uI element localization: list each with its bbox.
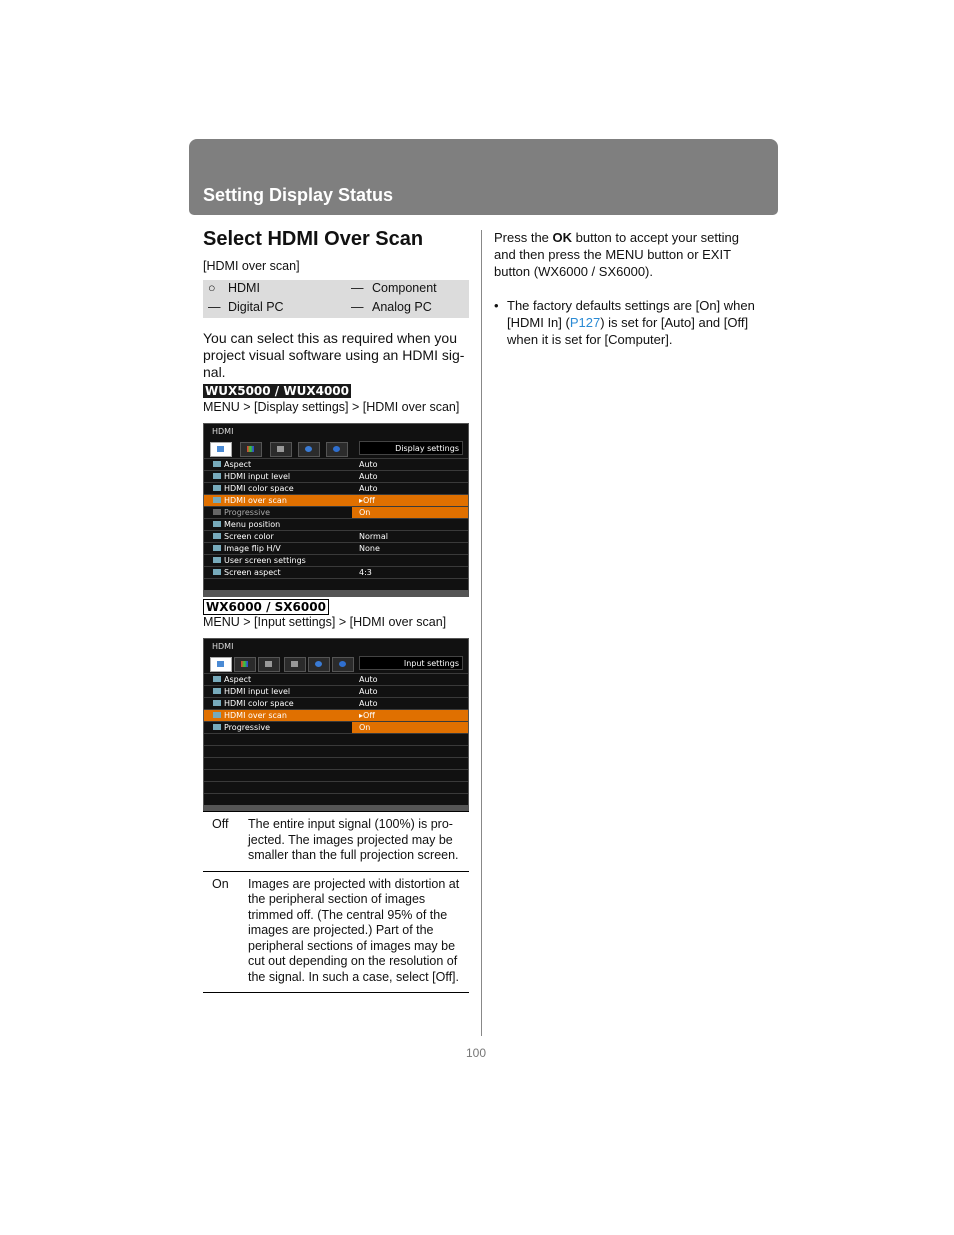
menu-row: Screen color Normal — [204, 530, 468, 542]
menu-path-1: MENU > [Display settings] > [HDMI over scan] — [203, 400, 460, 414]
model-badge-1: WUX5000 / WUX4000 — [205, 384, 349, 398]
system-tab-icon — [298, 442, 320, 457]
model-badge-2: WX6000 / SX6000 — [203, 599, 329, 615]
menu-row-selected: HDMI over scan ▸Off — [204, 709, 468, 721]
hdmi-mark: ○ — [208, 281, 216, 295]
option-row — [203, 872, 469, 994]
option-text: Images are projected with distortion at the peripheral section of images trimmed off. (The central 95% of the images are projected.) Part of the peripheral sections of images may be cut out depending on the resolution of the signal. In such a case, select [Off]. — [248, 876, 460, 984]
section-header — [189, 139, 778, 215]
option-key: Off — [212, 817, 229, 831]
signal-digital-pc: Digital PC — [228, 300, 284, 314]
menu-key: MENU — [605, 247, 644, 262]
info-tab-icon — [326, 442, 348, 457]
screen-footer — [204, 590, 468, 596]
column-divider — [481, 230, 482, 1036]
display-tab-icon — [210, 657, 232, 672]
menu-row-selected: HDMI over scan ▸Off — [204, 494, 468, 506]
signal-box — [203, 280, 469, 318]
note-bullet: • The factory defaults settings are [On] when [HDMI In] (P127) is set for [Auto] and [Off] when it is set for [Computer]. — [494, 298, 755, 347]
adjust-tab-icon — [240, 442, 262, 457]
ok-key: OK — [552, 230, 573, 245]
menu-row-empty — [204, 769, 468, 781]
display-tab-icon — [210, 442, 232, 457]
digital-mark: — — [208, 300, 221, 314]
input-tab-icon — [258, 657, 280, 672]
option-key: On — [212, 876, 229, 891]
description: You can select this as required when you project visual software using an HDMI sig-nal. — [203, 330, 465, 380]
install-tab-icon — [270, 442, 292, 457]
options-table — [203, 811, 469, 993]
analog-mark: — — [351, 300, 364, 314]
menu-row: HDMI color space Auto — [204, 697, 468, 709]
page-title: Select HDMI Over Scan — [203, 228, 424, 250]
menu-row: User screen settings — [204, 554, 468, 566]
option-row — [203, 812, 469, 872]
menu-row-option: Progressive On — [204, 721, 468, 733]
bullet-dot: • — [494, 298, 499, 313]
menu-row: HDMI input level Auto — [204, 685, 468, 697]
menu-icon-row — [204, 440, 468, 458]
info-tab-icon — [332, 657, 354, 672]
menu-screenshot-2 — [203, 638, 469, 812]
menu-row: Aspect Auto — [204, 458, 468, 470]
screen-source: HDMI — [212, 642, 234, 651]
menu-row-empty — [204, 578, 468, 590]
menu-row-empty — [204, 793, 468, 805]
menu-name: [HDMI over scan] — [203, 259, 300, 273]
menu-row-empty — [204, 781, 468, 793]
menu-row: HDMI color space Auto — [204, 482, 468, 494]
exit-key: EXIT — [702, 247, 731, 262]
menu-path-2: MENU > [Input settings] > [HDMI over scan] — [203, 615, 447, 629]
page-link[interactable]: P127 — [569, 315, 601, 330]
menu-screenshot-1 — [203, 423, 469, 597]
screen-source: HDMI — [212, 427, 234, 436]
right-column — [494, 229, 764, 348]
menu-row-empty — [204, 745, 468, 757]
signal-component: Component — [372, 281, 437, 295]
instruction-paragraph: Press the OK button to accept your setting and then press the MENU button or EXIT button (WX6000 / SX6000). — [494, 230, 739, 279]
menu-row: Screen aspect 4:3 — [204, 566, 468, 578]
system-tab-icon — [308, 657, 330, 672]
menu-icon-row — [204, 655, 468, 673]
menu-row: Menu position — [204, 518, 468, 530]
header-title: Setting Display Status — [203, 185, 394, 205]
menu-row-option: Progressive On — [204, 506, 468, 518]
menu-row: Image flip H/V None — [204, 542, 468, 554]
page-number: 100 — [466, 1046, 487, 1060]
signal-analog-pc: Analog PC — [372, 300, 432, 314]
option-text: The entire input signal (100%) is pro-jected. The images projected may be smaller than the full projection screen. — [248, 817, 459, 862]
menu-row-empty — [204, 757, 468, 769]
menu-row: HDMI input level Auto — [204, 470, 468, 482]
component-mark: — — [351, 281, 364, 295]
adjust-tab-icon — [234, 657, 256, 672]
screen-tab-label: Display settings — [359, 441, 463, 455]
signal-hdmi: HDMI — [228, 281, 260, 295]
menu-row-empty — [204, 733, 468, 745]
menu-row: Aspect Auto — [204, 673, 468, 685]
install-tab-icon — [284, 657, 306, 672]
screen-tab-label: Input settings — [359, 656, 463, 670]
